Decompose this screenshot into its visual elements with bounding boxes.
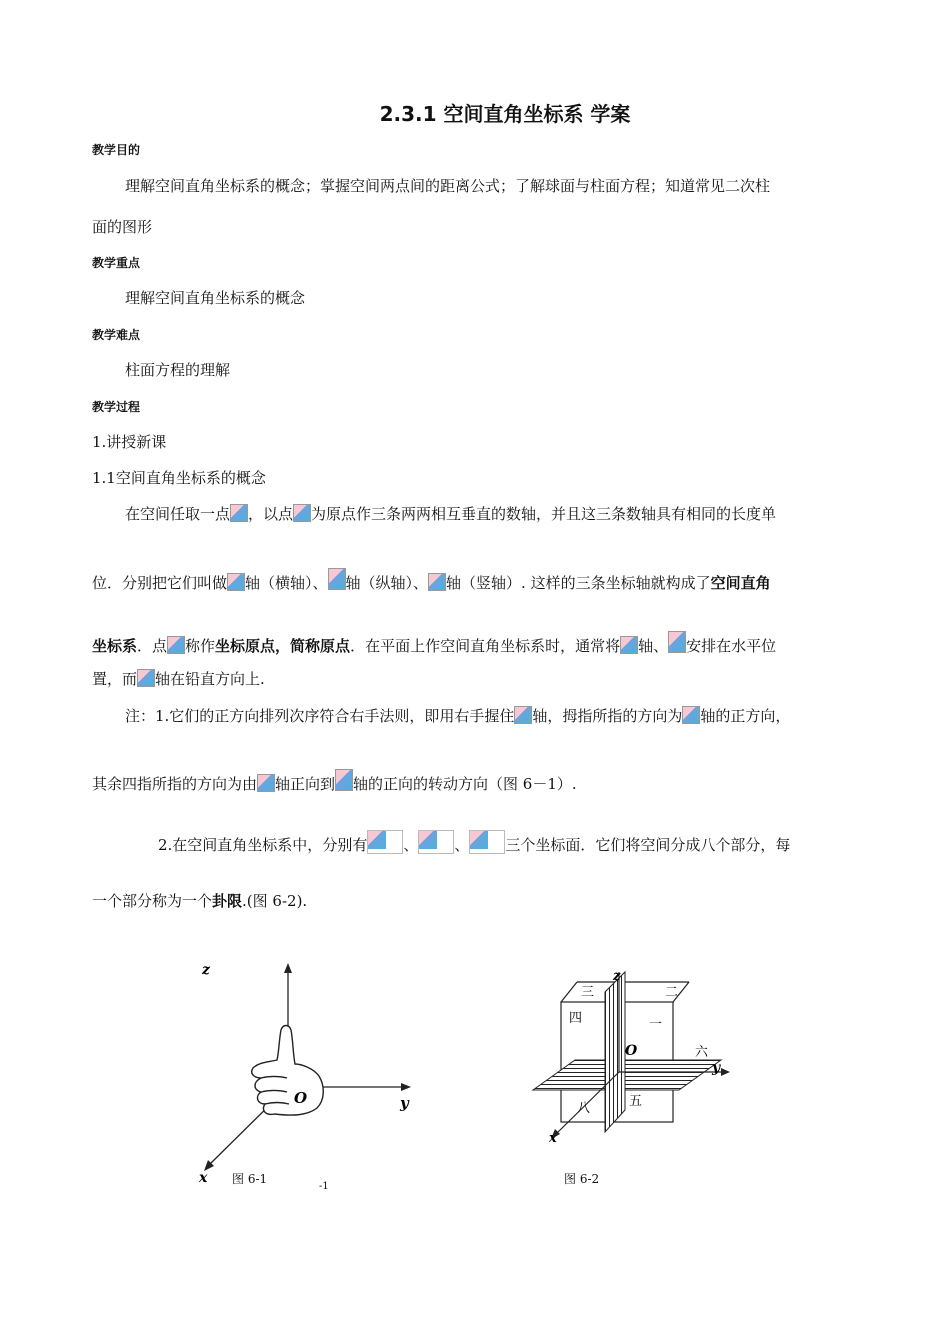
formula-image-icon <box>668 631 686 653</box>
p1-a: 在空间任取一点 <box>125 505 231 523</box>
n2-a: 2.在空间直角坐标系中，分别有 <box>158 836 368 854</box>
n2b-b: 卦限 <box>212 892 243 910</box>
n2-c: 、 <box>454 836 470 854</box>
p3-c: 称作 <box>185 637 216 655</box>
p4-b: 轴在铅直方向上. <box>155 670 265 688</box>
formula-image-icon <box>257 774 275 792</box>
key-heading: 教学重点 <box>92 256 141 270</box>
p3-d: 坐标原点，简称原点 <box>215 637 351 655</box>
n2b-c: .(图 6-2). <box>242 892 308 910</box>
xoz-plane <box>605 972 625 1132</box>
formula-image-icon <box>335 769 353 791</box>
process-heading: 教学过程 <box>92 400 141 414</box>
n2-b: 、 <box>403 836 419 854</box>
n1-a: 注：1.它们的正方向排列次序符合右手法则，即用右手握住 <box>125 707 515 725</box>
page-marker: -1 <box>319 1181 329 1192</box>
difficulty-heading: 教学难点 <box>92 328 141 342</box>
p3-a: 坐标系 <box>92 637 138 655</box>
note-1-continued <box>92 769 858 794</box>
p3-e: ．在平面上作空间直角坐标系时，通常将 <box>350 637 621 655</box>
p2-c: 轴（纵轴）、 <box>345 574 429 592</box>
paragraph-2 <box>92 568 858 593</box>
formula-image-icon <box>620 636 638 654</box>
octant-6: 六 <box>695 1045 709 1060</box>
goal-text-1: 理解空间直角坐标系的概念；掌握空间两点间的距离公式；了解球面与柱面方程；知道常见二次柱 <box>125 177 771 195</box>
octant-4: 四 <box>569 1011 583 1026</box>
note-1 <box>125 705 858 726</box>
n1-b: 轴，拇指所指的方向为 <box>532 707 683 725</box>
p3-f: 轴、 <box>638 637 669 655</box>
formula-image-icon <box>328 568 346 590</box>
page-title: 2.3.1 空间直角坐标系 学案 <box>379 102 631 126</box>
figure-octants <box>525 960 755 1160</box>
formula-image-icon <box>682 706 700 724</box>
figure-right-hand-rule <box>195 960 425 1190</box>
y-label-2: y <box>712 1060 721 1076</box>
paragraph-1 <box>125 503 858 524</box>
formula-image-icon <box>428 573 446 591</box>
item-1: 1.讲授新课 <box>92 433 167 451</box>
paragraph-3 <box>92 631 858 656</box>
note-2-continued <box>92 890 858 911</box>
octant-5: 五 <box>629 1094 643 1109</box>
formula-image-icon <box>367 830 403 854</box>
p3-g: 安排在水平位 <box>686 637 777 655</box>
n1b-a: 其余四指所指的方向为由 <box>92 775 258 793</box>
p4-a: 置，而 <box>92 670 138 688</box>
n1b-c: 轴的正向的转动方向（图 6－1）. <box>353 775 577 793</box>
p2-e: 空间直角 <box>710 574 771 592</box>
origin-label-2: O <box>625 1043 638 1059</box>
p2-b: 轴（横轴）、 <box>245 574 328 592</box>
p2-d: 轴（竖轴）. 这样的三条坐标轴就构成了 <box>446 574 711 592</box>
hand-drawing <box>252 1026 324 1116</box>
formula-image-icon <box>167 636 185 654</box>
n1b-b: 轴正向到 <box>275 775 336 793</box>
p1-b: ，以点 <box>248 505 294 523</box>
origin-label: O <box>294 1089 308 1107</box>
n2b-a: 一个部分称为一个 <box>92 892 213 910</box>
octant-1: 一 <box>649 1017 663 1032</box>
formula-image-icon <box>227 573 245 591</box>
z-label: z <box>202 962 210 978</box>
formula-image-icon <box>469 830 505 854</box>
item-1-1: 1.1空间直角坐标系的概念 <box>92 469 266 487</box>
p2-a: 位．分别把它们叫做 <box>92 574 228 592</box>
octant-8: 八 <box>577 1101 591 1116</box>
y-label: y <box>400 1094 409 1112</box>
p3-b: ．点 <box>137 637 168 655</box>
formula-image-icon <box>514 706 532 724</box>
z-arrow <box>284 963 292 973</box>
formula-image-icon <box>230 504 248 522</box>
difficulty-text: 柱面方程的理解 <box>125 361 231 379</box>
formula-image-icon <box>418 830 454 854</box>
z-label-2: z <box>613 969 621 984</box>
figure-6-2-caption: 图 6-2 <box>564 1172 600 1186</box>
formula-image-icon <box>137 669 155 687</box>
key-text: 理解空间直角坐标系的概念 <box>125 289 306 307</box>
figure-6-1-caption: 图 6-1 <box>232 1172 268 1186</box>
p1-c: 为原点作三条两两相互垂直的数轴，并且这三条数轴具有相同的长度单 <box>311 505 777 523</box>
note-2 <box>158 830 858 855</box>
goal-text-2: 面的图形 <box>92 218 153 236</box>
y-arrow <box>401 1083 411 1091</box>
x-label: x <box>199 1170 208 1186</box>
goal-heading: 教学目的 <box>92 143 141 157</box>
n2-d: 三个坐标面．它们将空间分成八个部分，每 <box>505 836 791 854</box>
x-label-2: x <box>549 1131 557 1146</box>
octant-3: 三 <box>581 985 595 1000</box>
n1-c: 轴的正方向， <box>700 707 791 725</box>
formula-image-icon <box>293 504 311 522</box>
paragraph-4 <box>92 668 858 689</box>
octant-2: 二 <box>665 985 679 1000</box>
